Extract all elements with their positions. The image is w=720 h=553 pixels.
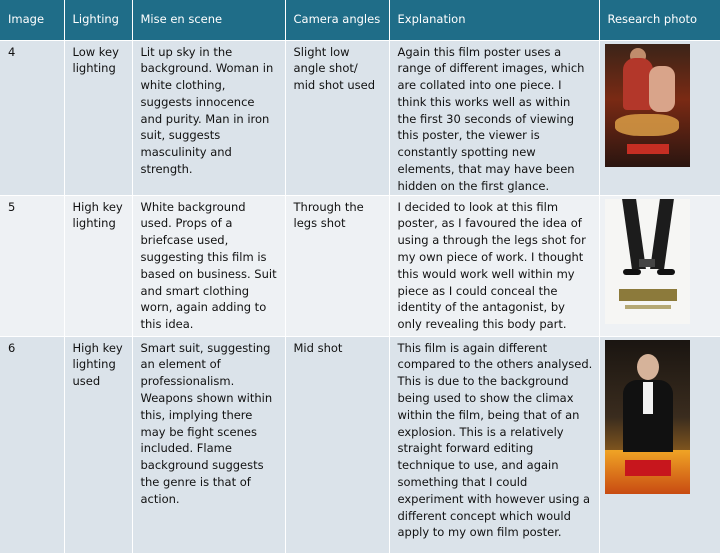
cell-explanation: Again this film poster uses a range of different images, which are collated into one piece. I think this works well as within the first 30 seconds of viewing this poster, the viewer is constantly spotting new elements, that may have been hidden on the first glance. bbox=[389, 40, 599, 195]
cell-camera-angles: Through the legs shot bbox=[285, 195, 389, 336]
table-row bbox=[0, 195, 720, 336]
cell-image-number: 6 bbox=[0, 336, 64, 553]
header-explanation: Explanation bbox=[389, 0, 599, 40]
cell-explanation: I decided to look at this film poster, as I favoured the idea of using a through the legs shot for my own piece of work. I thought this would work well within my piece as I could conceal the identity of the antagonist, by only revealing this body part. bbox=[389, 195, 599, 336]
table-row bbox=[0, 40, 720, 195]
film-poster-image bbox=[605, 44, 690, 167]
cell-camera-angles: Slight low angle shot/ mid shot used bbox=[285, 40, 389, 195]
film-poster-image bbox=[605, 340, 690, 494]
header-image: Image bbox=[0, 0, 64, 40]
cell-explanation: This film is again different compared to the others analysed. This is due to the background being used to show the climax within the film, being that of an explosion. This is a relatively straight forward editing technique to use, and again something that I could experiment with however using a different concept which would apply to my own film poster. bbox=[389, 336, 599, 553]
header-camera-angles: Camera angles bbox=[285, 0, 389, 40]
cell-lighting: High key lighting used bbox=[64, 336, 132, 553]
film-poster-image bbox=[605, 199, 690, 324]
cell-camera-angles: Mid shot bbox=[285, 336, 389, 553]
cell-mise-en-scene: White background used. Props of a briefcase used, suggesting this film is based on business. Suit and smart clothing worn, again adding to this idea. bbox=[132, 195, 285, 336]
header-lighting: Lighting bbox=[64, 0, 132, 40]
cell-research-photo bbox=[599, 336, 720, 553]
table-header-row bbox=[0, 0, 720, 40]
header-mise-en-scene: Mise en scene bbox=[132, 0, 285, 40]
cell-image-number: 5 bbox=[0, 195, 64, 336]
cell-lighting: Low key lighting bbox=[64, 40, 132, 195]
cell-image-number: 4 bbox=[0, 40, 64, 195]
table-row bbox=[0, 336, 720, 553]
cell-lighting: High key lighting bbox=[64, 195, 132, 336]
cell-mise-en-scene: Lit up sky in the background. Woman in white clothing, suggests innocence and purity. Man in iron suit, suggests masculinity and strength. bbox=[132, 40, 285, 195]
header-research-photo: Research photo bbox=[607, 12, 698, 27]
cell-mise-en-scene: Smart suit, suggesting an element of professionalism. Weapons shown within this, implying there may be fight scenes included. Flame background suggests the genre is that of action. bbox=[132, 336, 285, 553]
cell-research-photo bbox=[599, 40, 720, 195]
cell-research-photo bbox=[599, 195, 720, 336]
